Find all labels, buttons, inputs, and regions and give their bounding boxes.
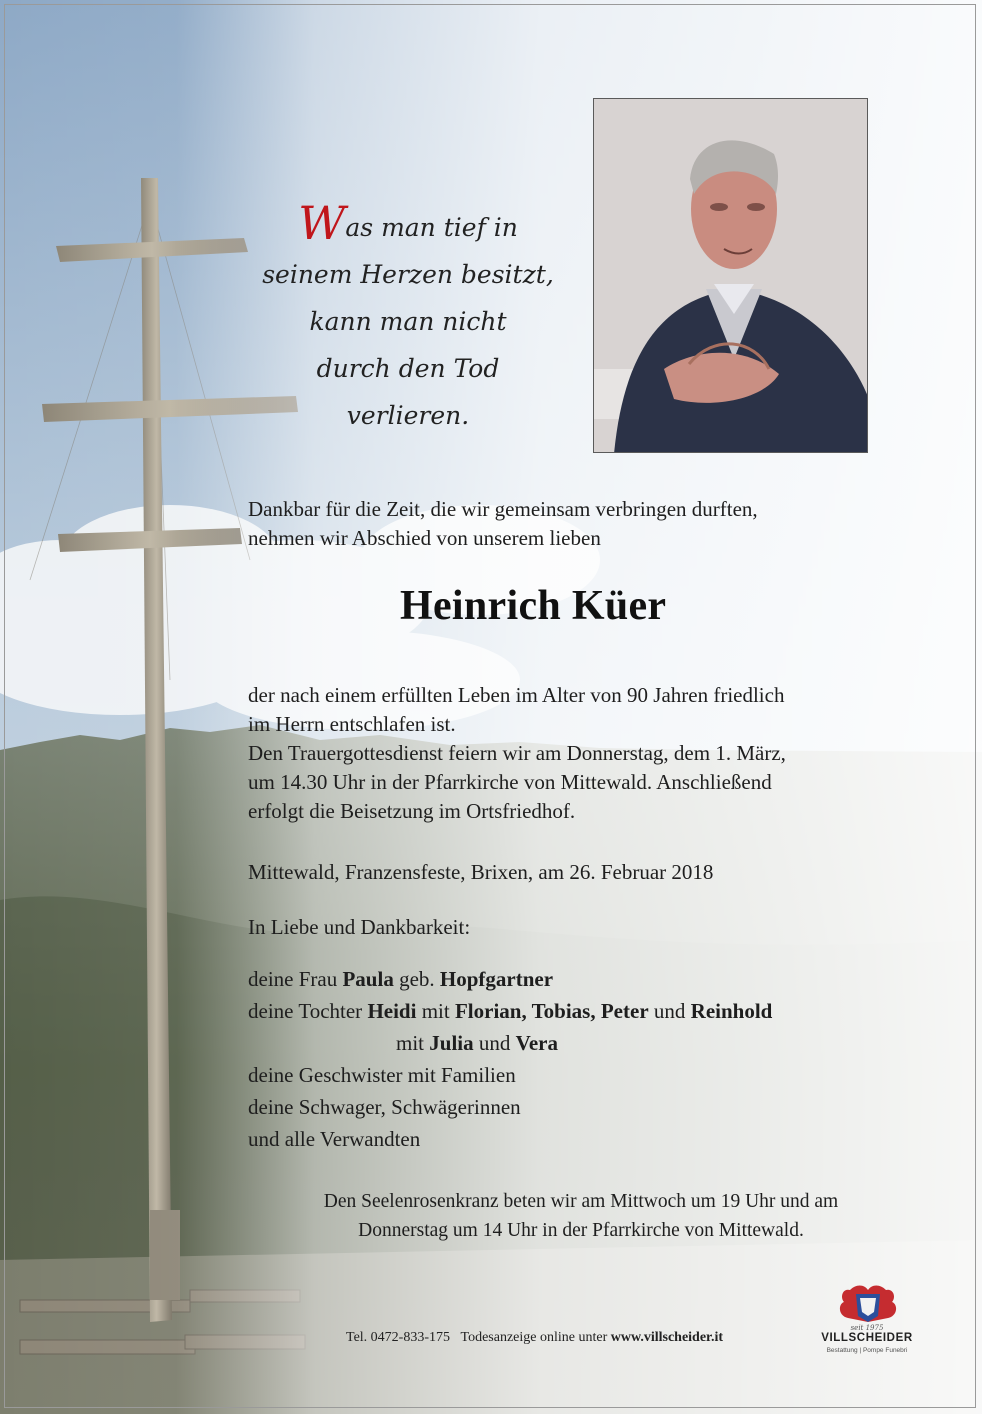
- portrait-photo: [593, 98, 868, 453]
- body-line-2: im Herrn entschlafen ist.: [248, 712, 456, 736]
- quote-initial: W: [298, 196, 346, 250]
- logo-subtitle: Bestattung | Pompe Funebri: [826, 1347, 908, 1354]
- logo-name: VILLSCHEIDER: [821, 1332, 913, 1344]
- intro-line-2: nehmen wir Abschied von unserem lieben: [248, 526, 601, 550]
- place-date: Mittewald, Franzensfeste, Brixen, am 26. Februar 2018: [248, 860, 714, 884]
- memorial-quote: [238, 196, 578, 439]
- intro-text: [248, 495, 928, 553]
- quote-line-3: kann man nicht: [309, 307, 507, 336]
- body-line-4: um 14.30 Uhr in der Pfarrkirche von Mittewald. Anschließend: [248, 770, 772, 794]
- body-line-3: Den Trauergottesdienst feiern wir am Donnerstag, dem 1. März,: [248, 741, 786, 765]
- mourner-line-5: deine Schwager, Schwägerinnen: [248, 1095, 521, 1119]
- mourners-list: [248, 963, 928, 1155]
- rosary-notice: [262, 1187, 900, 1245]
- quote-line-2: seinem Herzen besitzt,: [262, 260, 554, 289]
- announcement-text: [248, 681, 928, 826]
- quote-line-1: as man tief in: [345, 213, 518, 242]
- mourners-intro: In Liebe und Dankbarkeit:: [248, 915, 471, 939]
- mourner-line-4: deine Geschwister mit Familien: [248, 1063, 516, 1087]
- body-line-1: der nach einem erfüllten Leben im Alter von 90 Jahren friedlich: [248, 683, 785, 707]
- rosary-line-1: Den Seelenrosenkranz beten wir am Mittwoch um 19 Uhr und am: [323, 1191, 839, 1212]
- intro-line-1: Dankbar für die Zeit, die wir gemeinsam verbringen durften,: [248, 497, 758, 521]
- quote-line-4: durch den Tod: [316, 354, 500, 383]
- quote-line-5: verlieren.: [346, 401, 470, 430]
- mourner-line-6: und alle Verwandten: [248, 1127, 421, 1151]
- footer-phone: Tel. 0472-833-175: [346, 1330, 451, 1345]
- footer-online-label: Todesanzeige online unter: [460, 1330, 611, 1345]
- rosary-line-2: Donnerstag um 14 Uhr in der Pfarrkirche von Mittewald.: [358, 1220, 804, 1241]
- footer-contact: [346, 1330, 723, 1346]
- deceased-name: Heinrich Küer: [400, 583, 667, 629]
- mourner-line-3: mit Julia und Vera: [396, 1031, 559, 1055]
- footer-website-link[interactable]: www.villscheider.it: [610, 1330, 724, 1345]
- mourner-line-1: deine Frau Paula geb. Hopfgartner: [248, 967, 554, 991]
- body-line-5: erfolgt die Beisetzung im Ortsfriedhof.: [248, 799, 576, 823]
- mourner-line-2: deine Tochter Heidi mit Florian, Tobias, Peter und Reinhold: [248, 999, 773, 1023]
- logo-established: seit 1975: [850, 1324, 884, 1332]
